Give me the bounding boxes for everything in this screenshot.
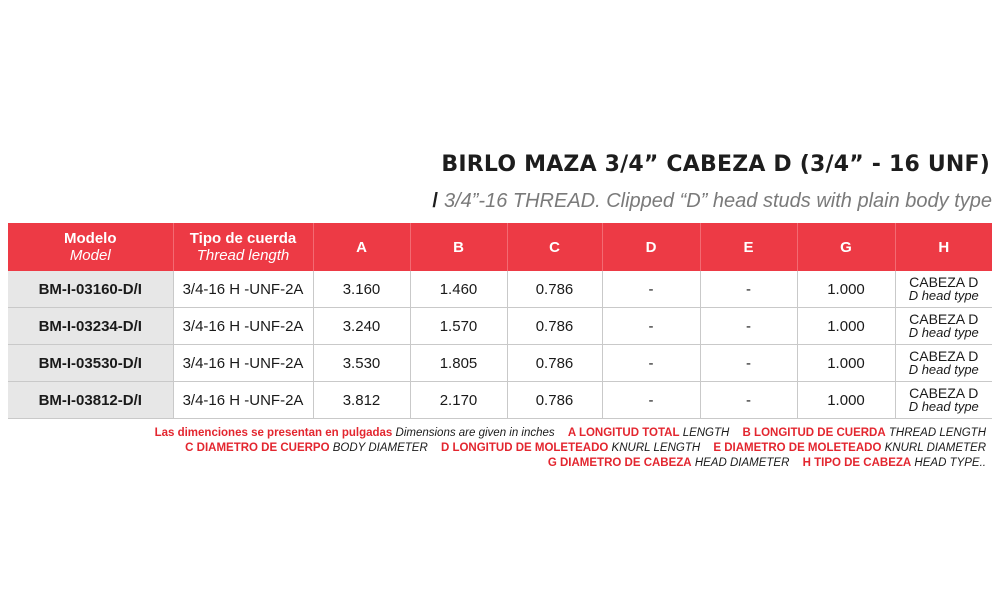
legend-g-es: G DIAMETRO DE CABEZA <box>547 457 692 469</box>
cell-thread: 3/4-16 H -UNF-2A <box>173 271 313 308</box>
cell-g: 1.000 <box>797 345 895 382</box>
cell-e: - <box>700 308 797 345</box>
header-thread-en: Thread length <box>196 247 290 264</box>
legend-d-es: D LONGITUD DE MOLETEADO <box>440 442 609 454</box>
cell-a: 3.530 <box>313 345 410 382</box>
cell-a: 3.160 <box>313 271 410 308</box>
legend-h-en: HEAD TYPE.. <box>914 457 986 469</box>
cell-e: - <box>700 345 797 382</box>
legend-line-3 <box>86 456 986 471</box>
cell-d: - <box>602 382 700 419</box>
cell-model: BM-I-03234-D/I <box>8 308 173 345</box>
legend-c-es: C DIAMETRO DE CUERPO <box>185 442 330 454</box>
cell-h-es: CABEZA D <box>909 385 979 401</box>
cell-thread: 3/4-16 H -UNF-2A <box>173 308 313 345</box>
cell-h-es: CABEZA D <box>909 348 979 364</box>
header-model-en: Model <box>69 247 111 264</box>
cell-b: 1.570 <box>410 308 507 345</box>
cell-b: 1.805 <box>410 345 507 382</box>
cell-model: BM-I-03160-D/I <box>8 271 173 308</box>
cell-h-en: D head type <box>908 399 979 414</box>
spec-table <box>8 223 992 419</box>
cell-d: - <box>602 308 700 345</box>
cell-c: 0.786 <box>507 345 602 382</box>
cell-b: 1.460 <box>410 271 507 308</box>
cell-h <box>895 345 992 382</box>
table-row <box>8 345 992 382</box>
cell-h <box>895 382 992 419</box>
cell-d: - <box>602 271 700 308</box>
legend-h-es: H TIPO DE CABEZA <box>802 457 912 469</box>
legend-b-es: B LONGITUD DE CUERDA <box>742 427 886 439</box>
header-b: B <box>410 223 507 271</box>
legend-c-en: BODY DIAMETER <box>332 442 428 454</box>
cell-g: 1.000 <box>797 308 895 345</box>
header-a: A <box>313 223 410 271</box>
cell-h-es: CABEZA D <box>909 311 979 327</box>
header-h: H <box>895 223 992 271</box>
cell-h-en: D head type <box>908 325 979 340</box>
cell-d: - <box>602 345 700 382</box>
cell-model: BM-I-03530-D/I <box>8 345 173 382</box>
header-g: G <box>797 223 895 271</box>
cell-h-en: D head type <box>908 288 979 303</box>
header-model-es: Modelo <box>64 230 117 247</box>
legend-g-en: HEAD DIAMETER <box>694 457 790 469</box>
legend-a-en: LENGTH <box>682 427 730 439</box>
legend-units-en: Dimensions are given in inches <box>395 427 555 439</box>
cell-model: BM-I-03812-D/I <box>8 382 173 419</box>
header-d: D <box>602 223 700 271</box>
legend-e-en: KNURL DIAMETER <box>884 442 986 454</box>
cell-h <box>895 271 992 308</box>
table-row <box>8 382 992 419</box>
cell-e: - <box>700 382 797 419</box>
subtitle-text: 3/4”-16 THREAD. Clipped “D” head studs with plain body type <box>443 190 992 212</box>
legend-b-en: THREAD LENGTH <box>888 427 986 439</box>
cell-h-es: CABEZA D <box>909 274 979 290</box>
legend-line-2 <box>86 441 986 456</box>
cell-h <box>895 308 992 345</box>
cell-a: 3.240 <box>313 308 410 345</box>
legend-e-es: E DIAMETRO DE MOLETEADO <box>713 442 882 454</box>
header-c: C <box>507 223 602 271</box>
legend-units-es: Las dimenciones se presentan en pulgadas <box>154 427 393 439</box>
cell-h-en: D head type <box>908 362 979 377</box>
subtitle-slash: / <box>432 190 438 212</box>
header-e: E <box>700 223 797 271</box>
cell-g: 1.000 <box>797 382 895 419</box>
cell-c: 0.786 <box>507 308 602 345</box>
page-subtitle <box>432 190 992 213</box>
legend-d-en: KNURL LENGTH <box>611 442 701 454</box>
cell-b: 2.170 <box>410 382 507 419</box>
cell-e: - <box>700 271 797 308</box>
cell-c: 0.786 <box>507 382 602 419</box>
table-header-row <box>8 223 992 271</box>
page-title: BIRLO MAZA 3/4” CABEZA D (3/4” - 16 UNF) <box>441 152 990 177</box>
table-row <box>8 308 992 345</box>
cell-g: 1.000 <box>797 271 895 308</box>
dimension-legend <box>86 426 986 471</box>
table-row <box>8 271 992 308</box>
legend-line-1 <box>86 426 986 441</box>
cell-thread: 3/4-16 H -UNF-2A <box>173 382 313 419</box>
cell-c: 0.786 <box>507 271 602 308</box>
legend-a-es: A LONGITUD TOTAL <box>567 427 680 439</box>
header-thread-es: Tipo de cuerda <box>189 230 297 247</box>
cell-thread: 3/4-16 H -UNF-2A <box>173 345 313 382</box>
header-thread <box>173 223 313 271</box>
cell-a: 3.812 <box>313 382 410 419</box>
header-model <box>8 223 173 271</box>
